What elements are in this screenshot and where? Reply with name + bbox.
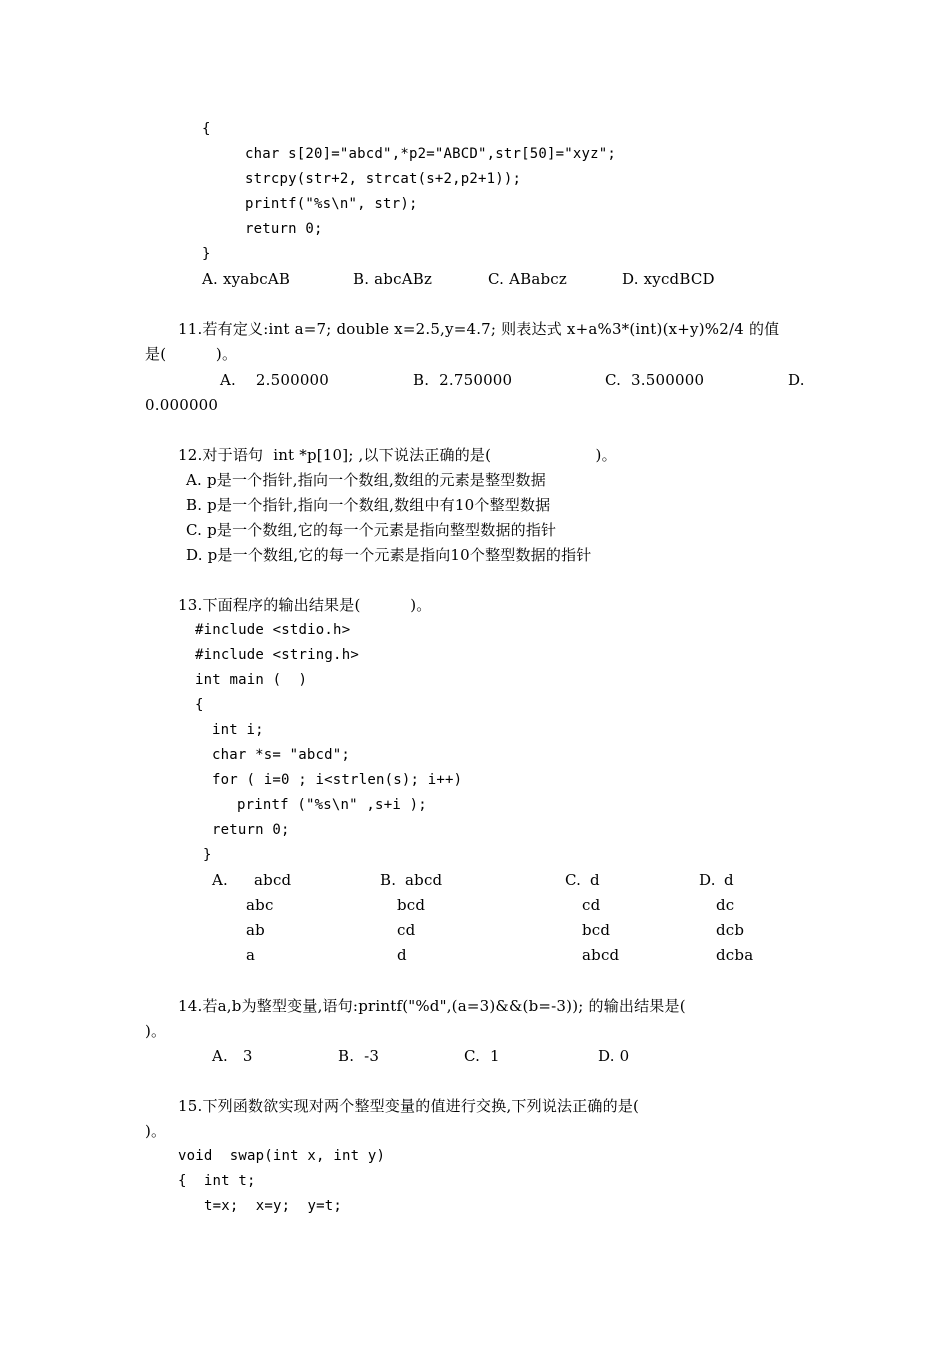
option-d: D. xyxy=(788,371,805,389)
option-b-line: bcd xyxy=(397,896,426,914)
option-d-line: d xyxy=(724,871,734,889)
code-line: int main ( ) xyxy=(195,672,308,688)
option-c-label: C. xyxy=(565,871,582,889)
q12-stem: 12.对于语句 int *p[10]; ,以下说法正确的是( )。 xyxy=(178,446,617,464)
option-b: B. 2.750000 xyxy=(413,371,513,389)
option-a-line: abc xyxy=(246,896,274,914)
code-line: #include <string.h> xyxy=(195,647,359,663)
code-line: printf ("%s\n" ,s+i ); xyxy=(237,797,427,813)
option-b: B. -3 xyxy=(338,1047,380,1065)
code-line: printf("%s\n", str); xyxy=(245,196,418,212)
code-line: #include <stdio.h> xyxy=(195,622,351,638)
q15-stem-line1: 15.下列函数欲实现对两个整型变量的值进行交换,下列说法正确的是( xyxy=(178,1097,640,1115)
option-a-line: a xyxy=(246,946,256,964)
option-d-line: dc xyxy=(716,896,735,914)
code-line: } xyxy=(203,847,212,863)
code-line: char s[20]="abcd",*p2="ABCD",str[50]="xyz"; xyxy=(245,146,617,162)
q11-stem-line1: 11.若有定义:int a=7; double x=2.5,y=4.7; 则表达式 x+a%3*(int)(x+y)%2/4 的值 xyxy=(178,320,780,338)
option-a: A. p是一个指针,指向一个数组,数组的元素是整型数据 xyxy=(186,471,546,489)
option-a: A. 3 xyxy=(212,1047,253,1065)
option-c: C. ABabcz xyxy=(488,270,567,288)
code-line: int i; xyxy=(212,722,264,738)
option-c: C. 3.500000 xyxy=(605,371,705,389)
code-line: char *s= "abcd"; xyxy=(212,747,351,763)
option-c-line: d xyxy=(590,871,600,889)
q15-stem-line2: )。 xyxy=(145,1122,167,1140)
option-c: C. p是一个数组,它的每一个元素是指向整型数据的指针 xyxy=(186,521,557,539)
q13-stem: 13.下面程序的输出结果是( )。 xyxy=(178,596,432,614)
option-a-label: A. xyxy=(212,871,229,889)
option-d-label: D. xyxy=(699,871,716,889)
option-b-line: abcd xyxy=(405,871,443,889)
code-line: { xyxy=(195,697,204,713)
option-b: B. abcABz xyxy=(353,270,433,288)
code-line: return 0; xyxy=(245,221,323,237)
option-d: D. xycdBCD xyxy=(622,270,715,288)
code-line: return 0; xyxy=(212,822,290,838)
option-c-line: cd xyxy=(582,896,601,914)
code-line: t=x; x=y; y=t; xyxy=(204,1198,343,1214)
q14-stem-line1: 14.若a,b为整型变量,语句:printf("%d",(a=3)&&(b=-3)); 的输出结果是( xyxy=(178,997,686,1015)
option-d-line: dcb xyxy=(716,921,745,939)
option-d: D. p是一个数组,它的每一个元素是指向10个整型数据的指针 xyxy=(186,546,592,564)
code-line: } xyxy=(202,246,211,262)
q11-stem-line2: 是( )。 xyxy=(145,345,238,363)
code-line: { int t; xyxy=(178,1173,256,1189)
option-d-line: dcba xyxy=(716,946,754,964)
code-line: { xyxy=(202,121,211,137)
code-line: void swap(int x, int y) xyxy=(178,1148,386,1164)
option-c: C. 1 xyxy=(464,1047,500,1065)
q14-stem-line2: )。 xyxy=(145,1022,167,1040)
code-line: for ( i=0 ; i<strlen(s); i++) xyxy=(212,772,463,788)
option-d: D. 0 xyxy=(598,1047,630,1065)
option-a-line: ab xyxy=(246,921,265,939)
option-c-line: bcd xyxy=(582,921,611,939)
option-b-line: d xyxy=(397,946,407,964)
code-line: strcpy(str+2, strcat(s+2,p2+1)); xyxy=(245,171,522,187)
option-d-value: 0.000000 xyxy=(145,396,219,414)
option-a: A. xyabcAB xyxy=(202,270,291,288)
option-c-line: abcd xyxy=(582,946,620,964)
option-b-label: B. xyxy=(380,871,397,889)
option-b: B. p是一个指针,指向一个数组,数组中有10个整型数据 xyxy=(186,496,551,514)
option-a: A. 2.500000 xyxy=(220,371,330,389)
option-a-line: abcd xyxy=(254,871,292,889)
option-b-line: cd xyxy=(397,921,416,939)
